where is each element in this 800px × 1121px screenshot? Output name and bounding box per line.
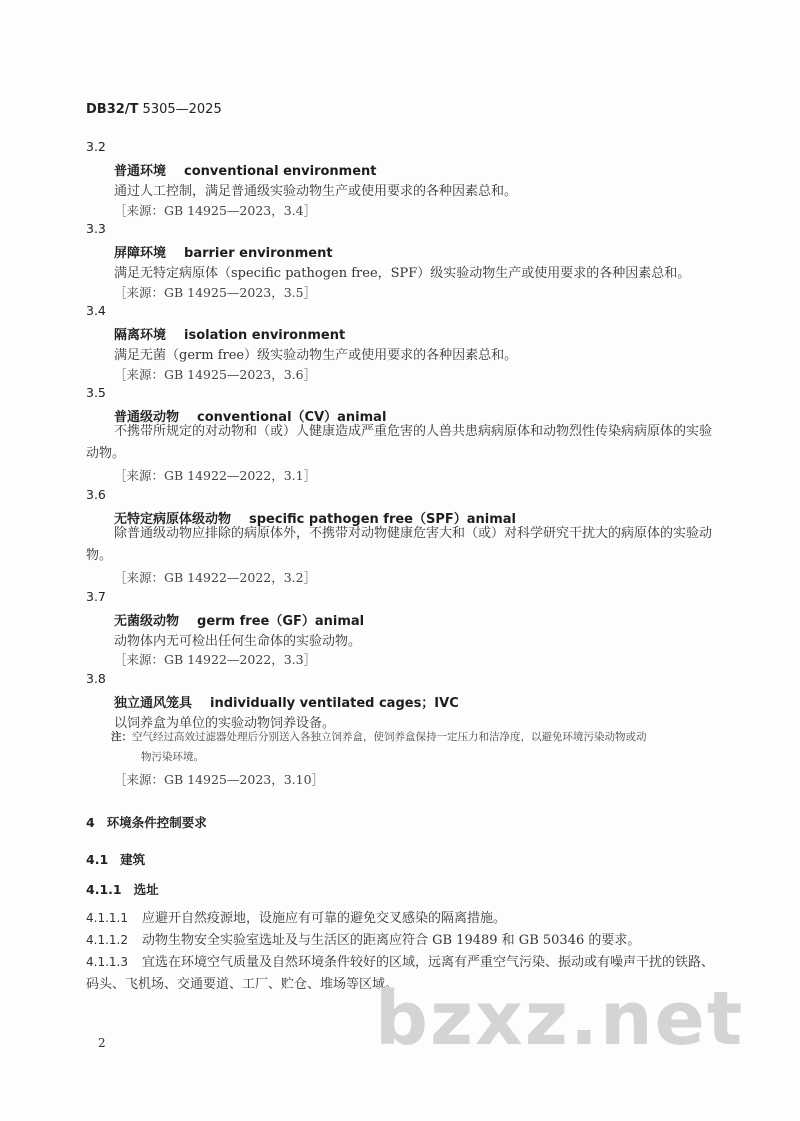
- term-source: ［来源：GB 14925—2023，3.10］: [114, 772, 325, 787]
- term-title-cn: 普通环境: [114, 164, 167, 179]
- note-text-line2: 物污染环境。: [141, 751, 204, 763]
- note-label: 注：: [111, 731, 132, 743]
- section-title: 环境条件控制要求: [106, 815, 207, 830]
- clause-item: [86, 907, 716, 930]
- term-source: ［来源：GB 14925—2023，3.6］: [114, 367, 317, 382]
- term-definition: 满足无特定病原体（specific pathogen free，SPF）级实验动物生产或使用要求的各种因素总和。: [114, 266, 691, 281]
- term-title-cn: 无菌级动物: [114, 614, 180, 629]
- section-number: 4.1: [86, 852, 109, 867]
- section-number: 4.1.1: [86, 882, 122, 897]
- section-heading-4-1-1: [86, 880, 159, 898]
- term-definition: 不携带所规定的对动物和（或）人健康造成严重危害的人兽共患病病原体和动物烈性传染病病原体的实验动物。: [86, 424, 713, 461]
- term-source: ［来源：GB 14922—2022，3.3］: [114, 652, 317, 667]
- section-title: 选址: [133, 882, 159, 897]
- term-title-en: conventional（CV）animal: [197, 410, 387, 425]
- term-number: 3.4: [86, 303, 106, 318]
- clause-number: 4.1.1.1: [86, 911, 128, 925]
- clause-number: 4.1.1.2: [86, 933, 128, 947]
- term-title-en: germ free（GF）animal: [197, 614, 365, 629]
- term-definition: 以饲养盒为单位的实验动物饲养设备。: [114, 716, 336, 731]
- term-definition: 动物体内无可检出任何生命体的实验动物。: [114, 634, 362, 649]
- term-definition: 除普通级动物应排除的病原体外，不携带对动物健康危害大和（或）对科学研究干扰大的病原体的实验动物。: [86, 526, 713, 563]
- term-title: [114, 160, 377, 179]
- clause-text: 应避开自然疫源地，设施应有可靠的避免交叉感染的隔离措施。: [141, 911, 506, 926]
- term-number: 3.8: [86, 671, 106, 686]
- section-number: 4: [86, 815, 95, 830]
- clause-text: 动物生物安全实验室选址及与生活区的距离应符合 GB 19489 和 GB 50346 的要求。: [141, 933, 641, 948]
- term-number: 3.3: [86, 221, 106, 236]
- section-heading-4-1: [86, 850, 145, 868]
- clause-item: [86, 929, 716, 952]
- watermark: bzxz.net: [375, 976, 745, 1062]
- term-title: [114, 242, 333, 261]
- term-title-en: barrier environment: [184, 246, 333, 261]
- term-title-cn: 隔离环境: [114, 328, 167, 343]
- term-title-cn: 屏障环境: [114, 246, 167, 261]
- term-title-en: specific pathogen free（SPF）animal: [249, 512, 517, 527]
- term-source: ［来源：GB 14922—2022，3.2］: [114, 570, 317, 585]
- page-number: 2: [98, 1036, 106, 1050]
- term-note: [111, 727, 716, 767]
- term-title: [114, 324, 345, 343]
- document-code-number: 5305—2025: [142, 102, 222, 117]
- term-title-en: conventional environment: [184, 164, 377, 179]
- section-heading-4: [86, 813, 207, 831]
- term-title-cn: 独立通风笼具: [114, 696, 193, 711]
- term-number: 3.2: [86, 139, 106, 154]
- term-title: [114, 610, 364, 629]
- note-text-line1: 空气经过高效过滤器处理后分别送入各独立饲养盒，使饲养盒保持一定压力和洁净度，以避免环境污染动物或动: [132, 731, 647, 743]
- clause-number: 4.1.1.3: [86, 955, 128, 969]
- term-number: 3.7: [86, 589, 106, 604]
- term-source: ［来源：GB 14922—2022，3.1］: [114, 468, 317, 483]
- term-number: 3.5: [86, 385, 106, 400]
- term-title-en: isolation environment: [184, 328, 346, 343]
- document-code-prefix: DB32/T: [86, 102, 139, 117]
- term-source: ［来源：GB 14925—2023，3.4］: [114, 203, 317, 218]
- term-title: [114, 692, 459, 711]
- clause-text: 宜选在环境空气质量及自然环境条件较好的区域，远离有严重空气污染、振动或有噪声干扰的铁路、码头、飞机场、交通要道、工厂、贮仓、堆场等区域。: [86, 955, 714, 992]
- section-title: 建筑: [120, 852, 146, 867]
- term-title-cn: 无特定病原体级动物: [114, 512, 232, 527]
- term-definition: 通过人工控制，满足普通级实验动物生产或使用要求的各种因素总和。: [114, 184, 518, 199]
- term-source: ［来源：GB 14925—2023，3.5］: [114, 285, 317, 300]
- document-code: [86, 102, 222, 117]
- term-title-cn: 普通级动物: [114, 410, 180, 425]
- term-definition: 满足无菌（germ free）级实验动物生产或使用要求的各种因素总和。: [114, 348, 518, 363]
- term-title-en: individually ventilated cages；IVC: [210, 696, 459, 711]
- term-number: 3.6: [86, 487, 106, 502]
